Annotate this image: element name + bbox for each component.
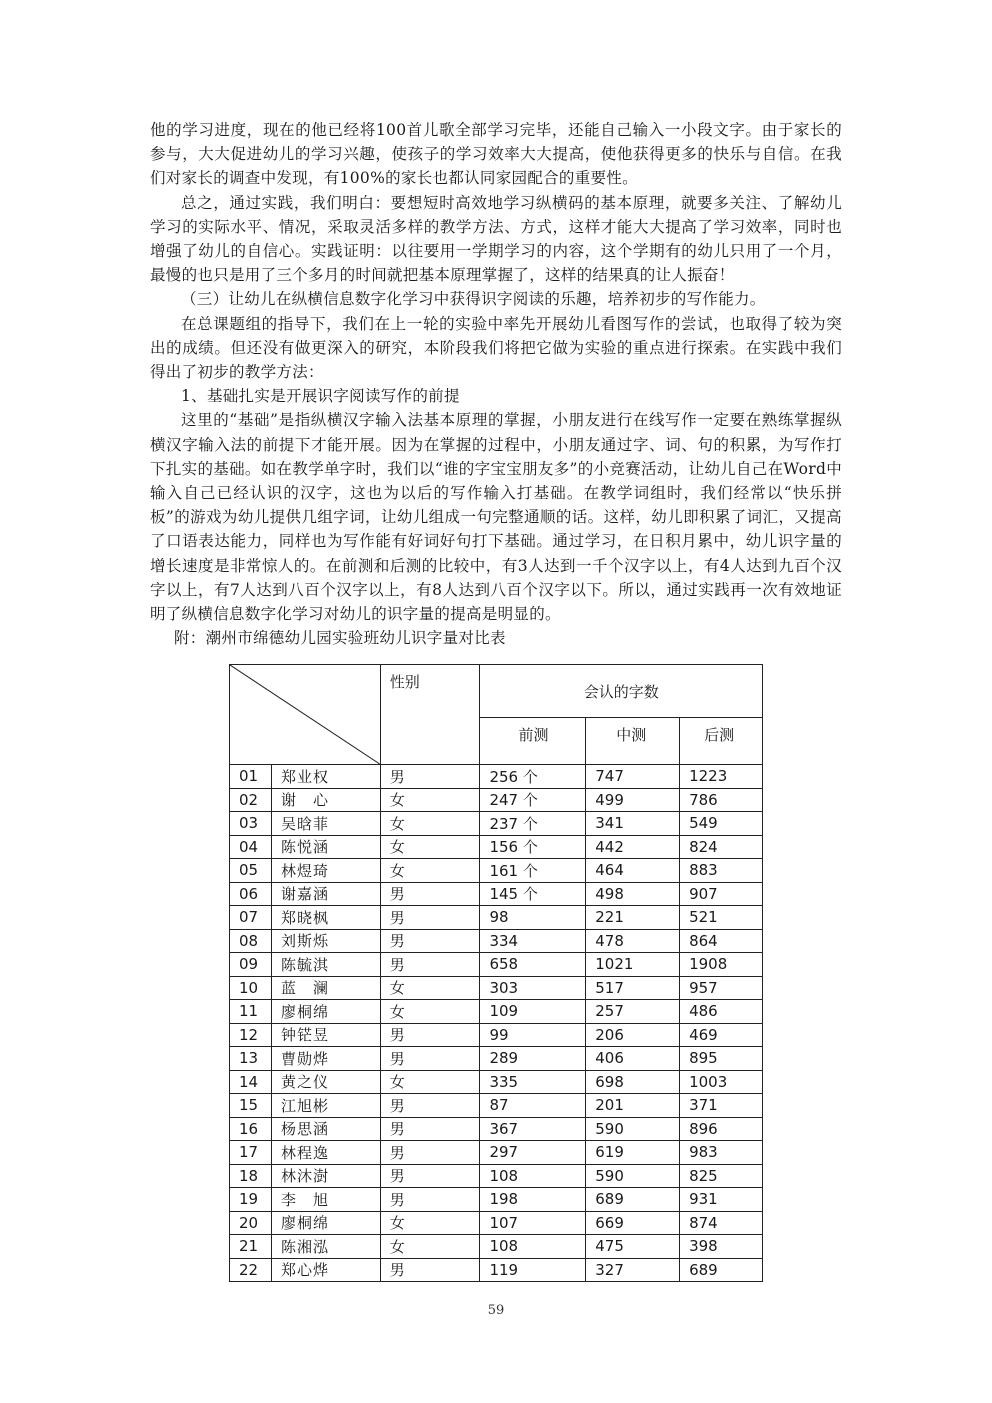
mid-test-cell: 221 <box>586 906 680 930</box>
table-row <box>230 1141 763 1165</box>
table-row <box>230 1000 763 1024</box>
gender-cell: 男 <box>380 1047 480 1071</box>
table-row <box>230 1164 763 1188</box>
pre-test-cell: 297 <box>480 1141 586 1165</box>
pre-test-cell: 335 <box>480 1070 586 1094</box>
table-row <box>230 906 763 930</box>
gender-header: 性别 <box>380 665 480 765</box>
student-name-cell: 郑业权 <box>271 765 380 789</box>
table-row <box>230 1258 763 1282</box>
student-name-cell: 谢嘉涵 <box>271 882 380 906</box>
gender-cell: 男 <box>380 953 480 977</box>
student-name-cell: 林煜琦 <box>271 859 380 883</box>
table-row <box>230 1023 763 1047</box>
row-number-cell: 10 <box>230 976 272 1000</box>
gender-cell: 女 <box>380 1211 480 1235</box>
table-row <box>230 953 763 977</box>
row-number-cell: 04 <box>230 835 272 859</box>
row-number-cell: 01 <box>230 765 272 789</box>
student-name-cell: 林沐澍 <box>271 1164 380 1188</box>
pre-test-cell: 156 个 <box>480 835 586 859</box>
mid-test-cell: 341 <box>586 812 680 836</box>
student-name-cell: 郑心烨 <box>271 1258 380 1282</box>
table-row <box>230 1235 763 1259</box>
row-number-cell: 14 <box>230 1070 272 1094</box>
row-number-cell: 22 <box>230 1258 272 1282</box>
diagonal-line <box>230 665 380 764</box>
pre-test-cell: 109 <box>480 1000 586 1024</box>
mid-test-cell: 590 <box>586 1164 680 1188</box>
mid-test-cell: 669 <box>586 1211 680 1235</box>
post-test-cell: 786 <box>680 788 763 812</box>
row-number-cell: 12 <box>230 1023 272 1047</box>
mid-test-cell: 201 <box>586 1094 680 1118</box>
paragraph-foundation: 这里的“基础”是指纵横汉字输入法基本原理的掌握，小朋友进行在线写作一定要在熟练掌握纵横汉字输入法的前提下才能开展。因为在掌握的过程中，小朋友通过字、词、句的积累，为写作打下扎实的基础。如在教学单字时，我们以“谁的字宝宝朋友多”的小竞赛活动，让幼儿自己在Word中输入自己已经认识的汉字，这也为以后的写作输入打基础。在教学词组时，我们经常以“快乐拼板”的游戏为幼儿提供几组字词，让幼儿组成一句完整通顺的话。这样，幼儿即积累了词汇，又提高了口语表达能力，同样也为写作能有好词好句打下基础。通过学习，在日积月累中，幼儿识字量的增长速度是非常惊人的。在前测和后测的比较中，有3人达到一千个汉字以上，有4人达到九百个汉字以上，有7人达到八百个汉字以上，有8人达到八百个汉字以下。所以，通过实践再一次有效地证明了纵横信息数字化学习对幼儿的识字量的提高是明显的。 <box>150 411 842 624</box>
student-name-cell: 郑晓枫 <box>271 906 380 930</box>
mid-test-cell: 698 <box>586 1070 680 1094</box>
table-row <box>230 1188 763 1212</box>
pre-test-cell: 98 <box>480 906 586 930</box>
paragraph-intro: 他的学习进度，现在的他已经将100首儿歌全部学习完毕，还能自己输入一小段文字。由于家长的参与，大大促进幼儿的学习兴趣，使孩子的学习效率大大提高，使他获得更多的快乐与自信。在我们对家长的调查中发现，有100%的家长也都认同家园配合的重要性。 <box>150 121 842 188</box>
gender-cell: 男 <box>380 1094 480 1118</box>
student-name-cell: 吴晗菲 <box>271 812 380 836</box>
paragraph-method: 在总课题组的指导下，我们在上一轮的实验中率先开展幼儿看图写作的尝试，也取得了较为突出的成绩。但还没有做更深入的研究，本阶段我们将把它做为实验的重点进行探索。在实践中我们得出了初步的教学方法： <box>150 314 842 382</box>
mid-test-cell: 499 <box>586 788 680 812</box>
pre-test-cell: 145 个 <box>480 882 586 906</box>
student-name-cell: 谢 心 <box>271 788 380 812</box>
mid-test-cell: 206 <box>586 1023 680 1047</box>
gender-cell: 女 <box>380 1000 480 1024</box>
student-name-cell: 曹勋烨 <box>271 1047 380 1071</box>
gender-cell: 男 <box>380 929 480 953</box>
pre-test-cell: 161 个 <box>480 859 586 883</box>
pre-test-cell: 289 <box>480 1047 586 1071</box>
table-row <box>230 929 763 953</box>
diagonal-header-cell <box>230 665 381 765</box>
gender-cell: 女 <box>380 976 480 1000</box>
gender-cell: 男 <box>380 1188 480 1212</box>
student-name-cell: 陈悦涵 <box>271 835 380 859</box>
post-test-cell: 824 <box>680 835 763 859</box>
gender-cell: 男 <box>380 882 480 906</box>
post-test-cell: 371 <box>680 1094 763 1118</box>
post-test-cell: 874 <box>680 1211 763 1235</box>
row-number-cell: 20 <box>230 1211 272 1235</box>
mid-test-cell: 475 <box>586 1235 680 1259</box>
pre-test-cell: 108 <box>480 1235 586 1259</box>
post-test-cell: 883 <box>680 859 763 883</box>
post-test-cell: 486 <box>680 1000 763 1024</box>
table-caption: 附：潮州市绵德幼儿园实验班幼儿识字量对比表 <box>174 629 506 648</box>
gender-cell: 女 <box>380 812 480 836</box>
gender-cell: 男 <box>380 1258 480 1282</box>
mid-test-cell: 498 <box>586 882 680 906</box>
mid-test-cell: 327 <box>586 1258 680 1282</box>
mid-test-cell: 464 <box>586 859 680 883</box>
table-row <box>230 812 763 836</box>
pre-test-cell: 658 <box>480 953 586 977</box>
gender-cell: 男 <box>380 1141 480 1165</box>
row-number-cell: 21 <box>230 1235 272 1259</box>
literacy-comparison-table <box>229 664 763 1282</box>
pre-test-cell: 303 <box>480 976 586 1000</box>
pre-test-cell: 107 <box>480 1211 586 1235</box>
mid-test-cell: 1021 <box>586 953 680 977</box>
student-name-cell: 黄之仪 <box>271 1070 380 1094</box>
post-test-cell: 907 <box>680 882 763 906</box>
gender-cell: 女 <box>380 859 480 883</box>
mid-test-cell: 478 <box>586 929 680 953</box>
table-row <box>230 1070 763 1094</box>
row-number-cell: 18 <box>230 1164 272 1188</box>
mid-test-cell: 619 <box>586 1141 680 1165</box>
row-number-cell: 02 <box>230 788 272 812</box>
post-test-cell: 825 <box>680 1164 763 1188</box>
gender-cell: 男 <box>380 1164 480 1188</box>
student-name-cell: 廖桐绵 <box>271 1000 380 1024</box>
pre-test-cell: 237 个 <box>480 812 586 836</box>
mid-test-cell: 257 <box>586 1000 680 1024</box>
row-number-cell: 17 <box>230 1141 272 1165</box>
row-number-cell: 13 <box>230 1047 272 1071</box>
pre-test-header: 前测 <box>480 718 586 765</box>
pre-test-cell: 256 个 <box>480 765 586 789</box>
gender-cell: 男 <box>380 765 480 789</box>
student-name-cell: 刘斯烁 <box>271 929 380 953</box>
post-test-cell: 1908 <box>680 953 763 977</box>
post-test-cell: 1003 <box>680 1070 763 1094</box>
mid-test-cell: 747 <box>586 765 680 789</box>
gender-cell: 男 <box>380 1023 480 1047</box>
row-number-cell: 03 <box>230 812 272 836</box>
pre-test-cell: 247 个 <box>480 788 586 812</box>
row-number-cell: 16 <box>230 1117 272 1141</box>
pre-test-cell: 99 <box>480 1023 586 1047</box>
table-row <box>230 976 763 1000</box>
document-body <box>150 118 842 650</box>
post-test-cell: 549 <box>680 812 763 836</box>
table-row <box>230 882 763 906</box>
pre-test-cell: 198 <box>480 1188 586 1212</box>
student-name-cell: 陈湘泓 <box>271 1235 380 1259</box>
paragraph-summary: 总之，通过实践，我们明白：要想短时高效地学习纵横码的基本原理，就要多关注、了解幼儿学习的实际水平、情况，采取灵活多样的教学方法、方式，这样才能大大提高了学习效率，同时也增强了幼儿的自信心。实践证明：以往要用一学期学习的内容，这个学期有的幼儿只用了一个月，最慢的也只是用了三个多月的时间就把基本原理掌握了，这样的结果真的让人振奋！ <box>150 193 842 285</box>
mid-test-cell: 517 <box>586 976 680 1000</box>
row-number-cell: 11 <box>230 1000 272 1024</box>
pre-test-cell: 87 <box>480 1094 586 1118</box>
table-row <box>230 1211 763 1235</box>
post-test-cell: 983 <box>680 1141 763 1165</box>
gender-cell: 男 <box>380 1117 480 1141</box>
pre-test-cell: 334 <box>480 929 586 953</box>
table-row <box>230 788 763 812</box>
mid-test-cell: 689 <box>586 1188 680 1212</box>
pre-test-cell: 119 <box>480 1258 586 1282</box>
post-test-cell: 689 <box>680 1258 763 1282</box>
student-name-cell: 钟铓昱 <box>271 1023 380 1047</box>
group-header: 会认的字数 <box>480 665 763 718</box>
student-name-cell: 杨思涵 <box>271 1117 380 1141</box>
gender-cell: 女 <box>380 1235 480 1259</box>
student-name-cell: 林程逸 <box>271 1141 380 1165</box>
row-number-cell: 07 <box>230 906 272 930</box>
section-heading: （三）让幼儿在纵横信息数字化学习中获得识字阅读的乐趣，培养初步的写作能力。 <box>181 290 766 309</box>
student-name-cell: 李 旭 <box>271 1188 380 1212</box>
pre-test-cell: 108 <box>480 1164 586 1188</box>
table-row <box>230 835 763 859</box>
gender-cell: 女 <box>380 788 480 812</box>
post-test-cell: 864 <box>680 929 763 953</box>
mid-test-cell: 406 <box>586 1047 680 1071</box>
table-row <box>230 1094 763 1118</box>
mid-test-cell: 590 <box>586 1117 680 1141</box>
row-number-cell: 05 <box>230 859 272 883</box>
row-number-cell: 19 <box>230 1188 272 1212</box>
post-test-cell: 895 <box>680 1047 763 1071</box>
gender-cell: 女 <box>380 835 480 859</box>
student-name-cell: 廖桐绵 <box>271 1211 380 1235</box>
table-row <box>230 1047 763 1071</box>
student-name-cell: 蓝 澜 <box>271 976 380 1000</box>
table-row <box>230 859 763 883</box>
table-row <box>230 765 763 789</box>
page-number: 59 <box>487 1303 505 1318</box>
post-test-cell: 469 <box>680 1023 763 1047</box>
table-row <box>230 1117 763 1141</box>
post-test-cell: 931 <box>680 1188 763 1212</box>
mid-test-cell: 442 <box>586 835 680 859</box>
student-name-cell: 江旭彬 <box>271 1094 380 1118</box>
post-test-cell: 957 <box>680 976 763 1000</box>
post-test-cell: 896 <box>680 1117 763 1141</box>
pre-test-cell: 367 <box>480 1117 586 1141</box>
mid-test-header: 中测 <box>586 718 680 765</box>
subheading-foundation: 1、基础扎实是开展识字阅读写作的前提 <box>181 387 460 406</box>
student-name-cell: 陈毓淇 <box>271 953 380 977</box>
post-test-cell: 398 <box>680 1235 763 1259</box>
gender-cell: 男 <box>380 906 480 930</box>
gender-cell: 女 <box>380 1070 480 1094</box>
row-number-cell: 08 <box>230 929 272 953</box>
row-number-cell: 15 <box>230 1094 272 1118</box>
post-test-cell: 521 <box>680 906 763 930</box>
row-number-cell: 09 <box>230 953 272 977</box>
post-test-header: 后测 <box>680 718 763 765</box>
post-test-cell: 1223 <box>680 765 763 789</box>
row-number-cell: 06 <box>230 882 272 906</box>
